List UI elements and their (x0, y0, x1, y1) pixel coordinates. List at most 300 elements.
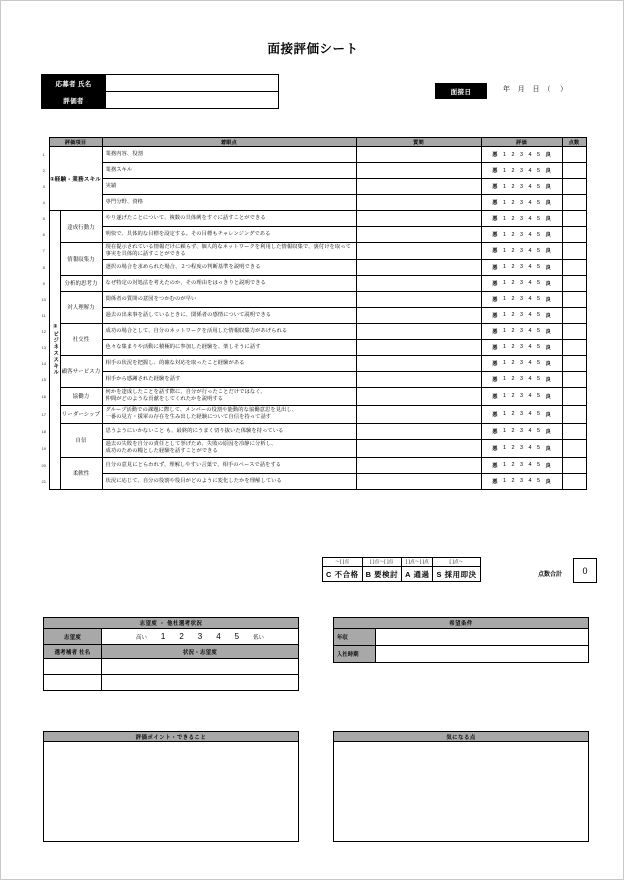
rating-option-3[interactable]: 3 (520, 264, 523, 271)
rating-option-5[interactable]: 5 (537, 264, 540, 271)
rating-option-4[interactable]: 4 (528, 215, 532, 222)
rating-option-3[interactable]: 3 (520, 167, 523, 174)
col-header-viewpoint: 着眼点 (102, 138, 356, 147)
question-input[interactable] (356, 147, 481, 163)
question-input[interactable] (356, 457, 481, 473)
rating-scale-cell[interactable] (481, 405, 562, 423)
question-input[interactable] (356, 355, 481, 371)
rating-option-2[interactable]: 2 (511, 280, 515, 287)
score-input[interactable] (562, 179, 586, 195)
other-company-name-label: 選考補者 社名 (44, 645, 102, 659)
score-input[interactable] (562, 405, 586, 423)
rating-option-2[interactable]: 2 (511, 360, 515, 367)
motivation-table (43, 617, 299, 691)
rating-low-label: 悪 (492, 184, 498, 190)
rating-option-5[interactable]: 5 (537, 411, 540, 418)
salary-row (334, 629, 589, 646)
rating-option-1[interactable]: 1 (503, 360, 506, 367)
rating-option-1[interactable]: 1 (503, 411, 506, 418)
grade-range-A[interactable]: [ ]点～[ ]点 (402, 558, 433, 567)
row-number: 12 (39, 323, 49, 339)
rating-option-5[interactable]: 5 (537, 151, 540, 158)
category-group-label: ②ビジネススキル (52, 324, 59, 376)
table-row (39, 457, 586, 473)
viewpoint-cell: 業務スキル (102, 163, 356, 179)
score-input[interactable] (562, 323, 586, 339)
rating-high-label: 良 (545, 328, 551, 335)
rating-option-2[interactable]: 2 (511, 462, 515, 469)
rating-option-1[interactable]: 1 (503, 215, 506, 222)
rating-option-4[interactable]: 4 (528, 428, 532, 435)
salary-input[interactable] (376, 629, 589, 646)
question-input[interactable] (356, 179, 481, 195)
question-input[interactable] (356, 211, 481, 227)
table-row (39, 473, 586, 489)
rating-option-5[interactable]: 5 (537, 231, 540, 238)
rating-scale-cell[interactable] (481, 387, 562, 405)
rating-high-label: 良 (545, 445, 551, 452)
row-number: 1 (39, 147, 49, 163)
rating-option-5[interactable]: 5 (537, 247, 540, 254)
applicant-name-input[interactable] (106, 75, 279, 92)
rating-option-2[interactable]: 2 (511, 296, 515, 303)
question-input[interactable] (356, 387, 481, 405)
conditions-table (333, 617, 589, 663)
rating-low-label: 悪 (492, 411, 498, 418)
table-row (39, 405, 586, 423)
rating-option-5[interactable]: 5 (537, 344, 540, 351)
rating-option-5[interactable]: 5 (537, 393, 540, 400)
score-input[interactable] (562, 243, 586, 260)
rating-option-2[interactable]: 2 (511, 151, 515, 158)
other-companies-header-row (44, 645, 299, 659)
rating-option-1[interactable]: 1 (503, 445, 506, 452)
rating-scale-cell[interactable] (481, 339, 562, 355)
grade-label-row (323, 567, 481, 582)
motivation-scale-3[interactable]: 3 (197, 632, 203, 641)
rating-low-label: 悪 (492, 445, 498, 452)
rating-option-4[interactable]: 4 (528, 264, 532, 271)
viewpoint-cell: 明快で、具体的な目標を設定する。その目標もチャレンジングである (102, 227, 356, 243)
rating-option-4[interactable]: 4 (528, 445, 532, 452)
table-row (39, 371, 586, 387)
rating-scale-cell[interactable] (481, 423, 562, 439)
row-number: 6 (39, 227, 49, 243)
category-group-cell: ①経験・業務スキル (49, 147, 102, 211)
motivation-header-row (44, 618, 299, 629)
rating-low-label: 悪 (492, 264, 498, 271)
evaluator-row (42, 92, 279, 109)
question-input[interactable] (356, 405, 481, 423)
score-input[interactable] (562, 457, 586, 473)
question-input[interactable] (356, 195, 481, 211)
table-row (39, 423, 586, 439)
rating-option-4[interactable]: 4 (528, 360, 532, 367)
rating-scale-cell[interactable] (481, 439, 562, 457)
viewpoint-cell: 関係者の質問の意図をつかむのが早い (102, 291, 356, 307)
viewpoint-cell: 自分の意見にとらわれず、理解しやすい言葉で、相手のペースで話をする (102, 457, 356, 473)
rating-option-3[interactable]: 3 (520, 328, 523, 335)
rating-high-label: 良 (545, 478, 551, 485)
question-input[interactable] (356, 371, 481, 387)
rating-option-3[interactable]: 3 (520, 280, 523, 287)
rating-high-label: 良 (545, 344, 551, 351)
conditions-title: 希望条件 (334, 618, 589, 629)
salary-label: 年収 (334, 629, 376, 646)
rating-option-4[interactable]: 4 (528, 393, 532, 400)
grade-range-B[interactable]: [ ]点～[ ]点 (362, 558, 402, 567)
rating-scale-cell[interactable] (481, 211, 562, 227)
rating-option-3[interactable]: 3 (520, 411, 523, 418)
rating-high-label: 良 (545, 428, 551, 435)
total-score-label: 点数合計 (538, 572, 563, 578)
concerns-note-input[interactable] (333, 742, 589, 842)
rating-option-4[interactable]: 4 (528, 247, 532, 254)
rating-option-4[interactable]: 4 (528, 231, 532, 238)
question-input[interactable] (356, 423, 481, 439)
rating-high-label: 良 (545, 200, 551, 206)
rating-low-label: 悪 (492, 200, 498, 206)
rating-high-label: 良 (545, 184, 551, 190)
viewpoint-cell: 色々な集まりや活動に積極的に参加した経験を、楽しそうに話す (102, 339, 356, 355)
rating-scale-cell[interactable] (481, 275, 562, 291)
motivation-level-label: 志望度 (44, 629, 102, 645)
score-input[interactable] (562, 227, 586, 243)
category-sub-cell: 顧客サービス力 (60, 355, 102, 387)
rating-option-3[interactable]: 3 (520, 231, 523, 238)
rating-low-label: 悪 (492, 478, 498, 485)
rating-option-2[interactable]: 2 (511, 411, 515, 418)
rating-high-label: 良 (545, 248, 551, 255)
rating-option-5[interactable]: 5 (537, 445, 540, 452)
score-input[interactable] (562, 307, 586, 323)
table-row (39, 163, 586, 179)
viewpoint-cell: 専門分野、資格 (102, 195, 356, 211)
rating-option-2[interactable]: 2 (511, 312, 515, 319)
score-input[interactable] (562, 275, 586, 291)
row-number: 10 (39, 291, 49, 307)
rating-option-4[interactable]: 4 (528, 462, 532, 469)
viewpoint-cell: 思うようにいかないこと も、最終的にうまく切り抜いた体験を持っている (102, 423, 356, 439)
rating-option-4[interactable]: 4 (528, 328, 532, 335)
rating-option-2[interactable]: 2 (511, 183, 515, 190)
rating-option-5[interactable]: 5 (537, 478, 540, 485)
score-input[interactable] (562, 259, 586, 275)
rating-option-3[interactable]: 3 (520, 360, 523, 367)
rating-option-2[interactable]: 2 (511, 445, 515, 452)
start-date-row (334, 646, 589, 663)
rating-option-2[interactable]: 2 (511, 376, 515, 383)
rating-option-2[interactable]: 2 (511, 247, 515, 254)
evaluation-table-body (39, 147, 586, 490)
score-input[interactable] (562, 387, 586, 405)
row-number: 13 (39, 339, 49, 355)
table-row (39, 147, 586, 163)
question-input[interactable] (356, 259, 481, 275)
viewpoint-cell: 実績 (102, 179, 356, 195)
rating-scale-cell[interactable] (481, 473, 562, 489)
rating-high-label: 良 (545, 216, 551, 222)
rating-option-3[interactable]: 3 (520, 462, 523, 469)
interview-date-input[interactable]: 年 月 日 （ ） (503, 86, 568, 93)
evaluator-label: 評価者 (42, 92, 106, 109)
row-number: 4 (39, 195, 49, 211)
rating-option-2[interactable]: 2 (511, 167, 515, 174)
table-row (39, 259, 586, 275)
question-input[interactable] (356, 163, 481, 179)
rating-high-label: 良 (545, 232, 551, 238)
rating-option-3[interactable]: 3 (520, 215, 523, 222)
rating-high-label: 良 (545, 280, 551, 287)
question-input[interactable] (356, 291, 481, 307)
rating-option-5[interactable]: 5 (537, 280, 540, 287)
rating-option-1[interactable]: 1 (503, 478, 506, 485)
rating-option-5[interactable]: 5 (537, 312, 540, 319)
rating-option-3[interactable]: 3 (520, 478, 523, 485)
total-score-value[interactable]: 0 (573, 558, 597, 583)
rating-option-2[interactable]: 2 (511, 428, 515, 435)
rating-option-3[interactable]: 3 (520, 183, 523, 190)
table-row (39, 323, 586, 339)
rating-high-label: 良 (545, 462, 551, 469)
rating-option-1[interactable]: 1 (503, 376, 506, 383)
category-group-cell (49, 211, 60, 490)
viewpoint-cell: 現在提示されている情報だけに頼らず、個人的なネットワークを利用した情報収集で、裏付けを取って事実を具体的に話すことができる (102, 243, 356, 260)
question-input[interactable] (356, 439, 481, 457)
table-row (39, 307, 586, 323)
rating-option-3[interactable]: 3 (520, 445, 523, 452)
score-input[interactable] (562, 439, 586, 457)
rating-low-label: 悪 (492, 232, 498, 238)
rating-scale-cell[interactable] (481, 243, 562, 260)
score-input[interactable] (562, 163, 586, 179)
rating-low-label: 悪 (492, 376, 498, 383)
applicant-name-row (42, 75, 279, 92)
score-input[interactable] (562, 371, 586, 387)
rating-option-1[interactable]: 1 (503, 199, 506, 206)
question-input[interactable] (356, 243, 481, 260)
rating-option-3[interactable]: 3 (520, 393, 523, 400)
evaluator-input[interactable] (106, 92, 279, 109)
rating-option-1[interactable]: 1 (503, 393, 506, 400)
concerns-note-box (333, 731, 589, 842)
rating-scale-cell[interactable] (481, 259, 562, 275)
rating-option-1[interactable]: 1 (503, 428, 506, 435)
rating-option-3[interactable]: 3 (520, 247, 523, 254)
rating-option-5[interactable]: 5 (537, 328, 540, 335)
rating-option-2[interactable]: 2 (511, 393, 515, 400)
score-input[interactable] (562, 211, 586, 227)
grade-label-C[interactable]: C 不合格 (323, 567, 363, 582)
rating-scale-cell[interactable] (481, 323, 562, 339)
rating-scale-cell[interactable] (481, 371, 562, 387)
grade-label-S[interactable]: S 採用即決 (433, 567, 480, 582)
start-date-input[interactable] (376, 646, 589, 663)
category-sub-cell: 柔軟性 (60, 457, 102, 489)
rating-option-1[interactable]: 1 (503, 344, 506, 351)
rating-option-3[interactable]: 3 (520, 312, 523, 319)
rating-option-1[interactable]: 1 (503, 247, 506, 254)
other-company-status-input-1[interactable] (102, 659, 299, 675)
rating-scale-cell[interactable] (481, 307, 562, 323)
grade-range-S[interactable]: [ ]点～ (433, 558, 480, 567)
col-header-question: 質問 (356, 138, 481, 147)
rating-option-1[interactable]: 1 (503, 280, 506, 287)
viewpoint-cell: 相手の状況を把握し、的確な対応を取ったこと経験がある (102, 355, 356, 371)
rating-option-4[interactable]: 4 (528, 296, 532, 303)
motivation-scale-4[interactable]: 4 (216, 632, 221, 641)
rating-option-2[interactable]: 2 (511, 264, 515, 271)
viewpoint-cell: 何かを達成したことを話す際に、自分が行ったことだけではなく、 仲間がどのような貢献をしてくれたかを説明する (102, 387, 356, 405)
viewpoint-cell: 選択の場合を求められた場合、２つ程度の判断基準を説明できる (102, 259, 356, 275)
rating-scale-cell[interactable] (481, 163, 562, 179)
rating-option-5[interactable]: 5 (537, 462, 540, 469)
rating-low-label: 悪 (492, 152, 498, 158)
row-number: 5 (39, 211, 49, 227)
question-input[interactable] (356, 339, 481, 355)
evaluation-table-header-row (39, 138, 586, 147)
strengths-note-input[interactable] (43, 742, 299, 842)
grade-legend (322, 557, 481, 582)
rating-option-2[interactable]: 2 (511, 215, 515, 222)
score-input[interactable] (562, 355, 586, 371)
rating-low-label: 悪 (492, 248, 498, 255)
rating-option-4[interactable]: 4 (528, 199, 532, 206)
motivation-scale-5[interactable]: 5 (234, 632, 240, 641)
score-input[interactable] (562, 339, 586, 355)
rating-option-5[interactable]: 5 (537, 167, 540, 174)
viewpoint-cell: グループ活動での課題に際して、メンバーの役割や能動的な協働意思を見出し、 一番の見方・援軍の存在を生み出した経験について自信を持って話す (102, 405, 356, 423)
other-company-name-input-2[interactable] (44, 675, 102, 691)
other-company-name-input-1[interactable] (44, 659, 102, 675)
rating-scale-cell[interactable] (481, 457, 562, 473)
motivation-scale-high: 高い (136, 634, 147, 641)
rating-option-5[interactable]: 5 (537, 296, 540, 303)
rating-option-1[interactable]: 1 (503, 264, 506, 271)
rating-option-1[interactable]: 1 (503, 312, 506, 319)
rating-scale-cell[interactable] (481, 147, 562, 163)
rating-option-4[interactable]: 4 (528, 280, 532, 287)
motivation-title: 志望度 ・ 他社選考状況 (44, 618, 299, 629)
motivation-scale-2[interactable]: 2 (179, 632, 184, 641)
rating-option-4[interactable]: 4 (528, 376, 532, 383)
rating-option-5[interactable]: 5 (537, 428, 540, 435)
rating-scale-cell[interactable] (481, 355, 562, 371)
viewpoint-cell: 過去の出来事を話しているときに、関係者の感情について説明できる (102, 307, 356, 323)
rating-option-2[interactable]: 2 (511, 328, 515, 335)
rating-option-1[interactable]: 1 (503, 167, 506, 174)
row-number: 3 (39, 179, 49, 195)
rating-option-5[interactable]: 5 (537, 183, 540, 190)
rating-high-label: 良 (545, 360, 551, 367)
rating-option-3[interactable]: 3 (520, 428, 523, 435)
rating-scale-cell[interactable] (481, 291, 562, 307)
row-number: 17 (39, 405, 49, 423)
other-company-status-input-2[interactable] (102, 675, 299, 691)
question-input[interactable] (356, 275, 481, 291)
table-row (39, 211, 586, 227)
rating-option-4[interactable]: 4 (528, 312, 532, 319)
rating-option-2[interactable]: 2 (511, 344, 515, 351)
concerns-note-title: 気になる点 (333, 731, 589, 742)
rating-option-3[interactable]: 3 (520, 344, 523, 351)
score-input[interactable] (562, 195, 586, 211)
rating-option-3[interactable]: 3 (520, 376, 523, 383)
question-input[interactable] (356, 473, 481, 489)
rating-low-label: 悪 (492, 428, 498, 435)
table-row (39, 275, 586, 291)
rating-option-5[interactable]: 5 (537, 376, 540, 383)
rating-option-5[interactable]: 5 (537, 215, 540, 222)
rating-option-5[interactable]: 5 (537, 360, 540, 367)
rating-scale-cell[interactable] (481, 195, 562, 211)
motivation-level-scale[interactable] (102, 629, 299, 645)
rating-low-label: 悪 (492, 360, 498, 367)
rating-option-1[interactable]: 1 (503, 328, 506, 335)
score-input[interactable] (562, 473, 586, 489)
grade-label-B[interactable]: B 要検討 (362, 567, 402, 582)
question-input[interactable] (356, 307, 481, 323)
rating-option-2[interactable]: 2 (511, 231, 515, 238)
rating-high-label: 良 (545, 296, 551, 303)
rating-option-1[interactable]: 1 (503, 296, 506, 303)
score-input[interactable] (562, 291, 586, 307)
viewpoint-cell: やり遂げたことについて、複数の具体例をすぐに話すことができる (102, 211, 356, 227)
table-row (39, 179, 586, 195)
table-row (39, 387, 586, 405)
rating-option-2[interactable]: 2 (511, 478, 515, 485)
category-sub-cell: 社交性 (60, 323, 102, 355)
rating-high-label: 良 (545, 411, 551, 418)
rating-option-4[interactable]: 4 (528, 183, 532, 190)
score-input[interactable] (562, 423, 586, 439)
strengths-note-box (43, 731, 299, 842)
applicant-info-table (41, 74, 279, 109)
rating-option-4[interactable]: 4 (528, 344, 532, 351)
rating-option-1[interactable]: 1 (503, 183, 506, 190)
question-input[interactable] (356, 323, 481, 339)
rating-option-1[interactable]: 1 (503, 151, 506, 158)
rating-option-3[interactable]: 3 (520, 199, 523, 206)
rating-option-2[interactable]: 2 (511, 199, 515, 206)
rating-option-4[interactable]: 4 (528, 151, 532, 158)
rating-low-label: 悪 (492, 462, 498, 469)
rating-low-label: 悪 (492, 312, 498, 319)
table-row (39, 243, 586, 260)
grade-range-C[interactable]: ～[ ]点 (323, 558, 363, 567)
rating-option-3[interactable]: 3 (520, 151, 523, 158)
evaluation-table (39, 137, 587, 490)
row-number: 8 (39, 259, 49, 275)
grade-label-A[interactable]: A 通過 (402, 567, 433, 582)
motivation-scale-1[interactable]: 1 (160, 632, 166, 641)
rating-scale-cell[interactable] (481, 227, 562, 243)
score-input[interactable] (562, 147, 586, 163)
question-input[interactable] (356, 227, 481, 243)
rating-scale-cell[interactable] (481, 179, 562, 195)
rating-option-1[interactable]: 1 (503, 231, 506, 238)
rating-option-4[interactable]: 4 (528, 478, 532, 485)
rating-option-4[interactable]: 4 (528, 167, 532, 174)
rating-option-5[interactable]: 5 (537, 199, 540, 206)
rating-option-1[interactable]: 1 (503, 462, 506, 469)
rating-low-label: 悪 (492, 393, 498, 400)
row-number: 11 (39, 307, 49, 323)
interview-date-label: 面接日 (435, 83, 487, 99)
page-title: 面接評価シート (267, 42, 359, 56)
rating-option-3[interactable]: 3 (520, 296, 523, 303)
rating-option-4[interactable]: 4 (528, 411, 532, 418)
